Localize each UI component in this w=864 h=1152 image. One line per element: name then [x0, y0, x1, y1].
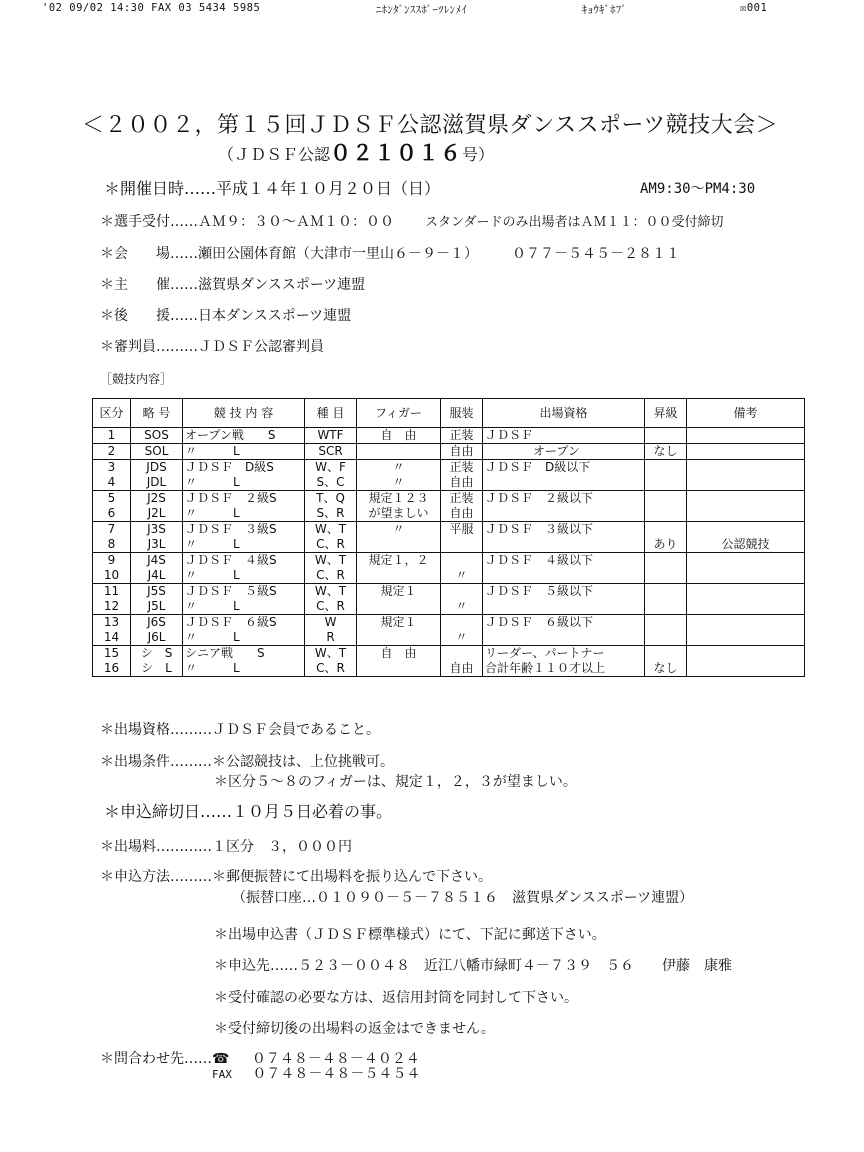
fax-page-icon: ☒: [740, 2, 747, 14]
table-cell: が望ましい: [357, 506, 441, 522]
table-cell: 〃 L: [183, 475, 305, 491]
table-cell: [483, 475, 645, 491]
table-cell: [483, 599, 645, 615]
table-cell: シ L: [131, 661, 183, 677]
support-line: ＊後 援……日本ダンススポーツ連盟: [100, 308, 352, 324]
table-cell: J4L: [131, 568, 183, 584]
contact-line: ＊問合わせ先……☎ ０７４８－４８－４０２４: [100, 1051, 420, 1067]
telephone-icon: ☎: [212, 1051, 230, 1067]
table-cell: C、R: [305, 568, 357, 584]
table-cell: [645, 460, 687, 476]
table-cell: 4: [93, 475, 131, 491]
table-cell: シ S: [131, 646, 183, 662]
table-cell: [645, 615, 687, 631]
column-header: 区分: [93, 399, 131, 428]
table-cell: [441, 584, 483, 600]
fee-line: ＊出場料…………１区分 ３，０００円: [100, 839, 352, 855]
table-cell: J5S: [131, 584, 183, 600]
table-cell: JDL: [131, 475, 183, 491]
table-cell: 自 由: [357, 646, 441, 662]
table-cell: 〃 L: [183, 661, 305, 677]
table-cell: [441, 615, 483, 631]
table-cell: [357, 444, 441, 460]
contact-fax: FAX ０７４８－４８－５４５４: [212, 1066, 421, 1082]
table-cell: 〃: [441, 599, 483, 615]
table-cell: W、T: [305, 646, 357, 662]
return-envelope-note: ＊受付確認の必要な方は、返信用封筒を同封して下さい。: [214, 990, 578, 1006]
table-cell: [441, 537, 483, 553]
table-cell: 〃: [357, 460, 441, 476]
table-cell: C、R: [305, 661, 357, 677]
reception-line: ＊選手受付……ＡＭ９：３０～ＡＭ１０：００: [100, 214, 394, 230]
table-row: [93, 537, 805, 553]
table-cell: [645, 428, 687, 444]
table-cell: [687, 428, 805, 444]
column-header: 略 号: [131, 399, 183, 428]
table-cell: [483, 630, 645, 646]
fax-timestamp: '02 09/02 14:30 FAX 03 5434 5985: [42, 2, 261, 14]
table-cell: [645, 491, 687, 507]
table-cell: [441, 646, 483, 662]
table-cell: 〃: [357, 522, 441, 538]
table-cell: 〃 L: [183, 444, 305, 460]
table-cell: オープン: [483, 444, 645, 460]
organizer-line: ＊主 催……滋賀県ダンススポーツ連盟: [100, 277, 366, 293]
table-cell: オープン戦 S: [183, 428, 305, 444]
fax-dept: ｷｮｳｷﾞﾎﾌﾞ: [582, 4, 627, 16]
table-cell: [645, 630, 687, 646]
event-time: AM9:30～PM4:30: [640, 181, 756, 197]
table-cell: 8: [93, 537, 131, 553]
table-cell: 規定１，２: [357, 553, 441, 569]
column-header: 競 技 内 容: [183, 399, 305, 428]
table-cell: 1: [93, 428, 131, 444]
table-cell: ＪＤＳＦ ３級以下: [483, 522, 645, 538]
venue-phone: ０７７－５４５－２８１１: [512, 246, 680, 262]
table-row: [93, 599, 805, 615]
table-cell: W、T: [305, 522, 357, 538]
table-cell: 自由: [441, 444, 483, 460]
table-row: [93, 615, 805, 631]
table-cell: J3L: [131, 537, 183, 553]
table-row: [93, 444, 805, 460]
table-cell: 規定１２３: [357, 491, 441, 507]
table-cell: なし: [645, 661, 687, 677]
table-cell: 11: [93, 584, 131, 600]
table-cell: 〃: [441, 568, 483, 584]
table-cell: [687, 553, 805, 569]
table-cell: [645, 584, 687, 600]
reception-note: スタンダードのみ出場者はＡＭ１１：００受付締切: [425, 215, 724, 230]
table-row: [93, 522, 805, 538]
table-cell: [687, 630, 805, 646]
table-row: [93, 491, 805, 507]
table-cell: [687, 646, 805, 662]
deadline-line: ＊申込締切日……１０月５日必着の事。: [104, 802, 393, 821]
column-header: 備考: [687, 399, 805, 428]
table-cell: 7: [93, 522, 131, 538]
table-cell: J4S: [131, 553, 183, 569]
table-cell: [357, 568, 441, 584]
table-cell: [357, 599, 441, 615]
table-cell: なし: [645, 444, 687, 460]
table-cell: [645, 568, 687, 584]
table-cell: シニア戦 S: [183, 646, 305, 662]
table-cell: 正装: [441, 491, 483, 507]
refund-note: ＊受付締切後の出場料の返金はできません。: [214, 1021, 495, 1037]
table-cell: [687, 522, 805, 538]
table-row: [93, 661, 805, 677]
table-cell: 正装: [441, 460, 483, 476]
table-cell: 自由: [441, 661, 483, 677]
document-title: ＜２００２，第１５回ＪＤＳＦ公認滋賀県ダンススポーツ競技大会＞: [82, 113, 779, 138]
table-cell: J2L: [131, 506, 183, 522]
table-cell: 自由: [441, 506, 483, 522]
table-cell: J6L: [131, 630, 183, 646]
table-cell: [687, 615, 805, 631]
table-cell: ＪＤＳＦ ５級S: [183, 584, 305, 600]
table-cell: 12: [93, 599, 131, 615]
table-cell: W、F: [305, 460, 357, 476]
table-cell: ＪＤＳＦ ５級以下: [483, 584, 645, 600]
table-cell: W、T: [305, 553, 357, 569]
table-cell: JDS: [131, 460, 183, 476]
table-cell: 〃: [357, 475, 441, 491]
table-cell: [687, 491, 805, 507]
table-cell: ＪＤＳＦ ２級S: [183, 491, 305, 507]
table-row: [93, 553, 805, 569]
table-header-row: [93, 399, 805, 428]
table-cell: [483, 537, 645, 553]
column-header: 出場資格: [483, 399, 645, 428]
table-cell: WTF: [305, 428, 357, 444]
table-cell: C、R: [305, 599, 357, 615]
table-cell: 〃 L: [183, 506, 305, 522]
table-cell: ＪＤＳＦ ４級S: [183, 553, 305, 569]
venue-line: ＊会 場……瀬田公園体育館（大津市一里山６－９－１）: [100, 246, 478, 262]
application-address: ＊申込先……５２３－００４８ 近江八幡市緑町４－７３９ ５６ 伊藤 康雅: [214, 958, 732, 974]
table-cell: [645, 646, 687, 662]
table-cell: 自 由: [357, 428, 441, 444]
table-cell: W、T: [305, 584, 357, 600]
table-cell: [645, 522, 687, 538]
table-cell: [483, 506, 645, 522]
column-header: フィガー: [357, 399, 441, 428]
table-row: [93, 584, 805, 600]
table-cell: 規定１: [357, 615, 441, 631]
table-cell: J2S: [131, 491, 183, 507]
table-cell: R: [305, 630, 357, 646]
table-cell: ＪＤＳＦ ６級以下: [483, 615, 645, 631]
table-cell: S、R: [305, 506, 357, 522]
conditions-line: ＊出場条件………＊公認競技は、上位挑戦可。: [100, 754, 394, 770]
table-cell: 6: [93, 506, 131, 522]
table-cell: 13: [93, 615, 131, 631]
table-cell: ＪＤＳＦ ３級S: [183, 522, 305, 538]
event-date: ＊開催日時……平成１４年１０月２０日（日）: [104, 179, 441, 198]
table-cell: 〃 L: [183, 630, 305, 646]
table-cell: 5: [93, 491, 131, 507]
table-cell: C、R: [305, 537, 357, 553]
column-header: 服装: [441, 399, 483, 428]
table-cell: 14: [93, 630, 131, 646]
table-cell: [687, 444, 805, 460]
table-cell: [687, 506, 805, 522]
table-cell: 自由: [441, 475, 483, 491]
table-cell: 〃 L: [183, 599, 305, 615]
table-cell: リーダー、パートナー: [483, 646, 645, 662]
table-cell: [357, 630, 441, 646]
table-cell: 2: [93, 444, 131, 460]
table-cell: W: [305, 615, 357, 631]
document-subtitle: （ＪＤＳＦ公認０２１０１６号）: [218, 141, 495, 165]
competition-table: [92, 398, 805, 677]
column-header: 種 目: [305, 399, 357, 428]
table-row: [93, 568, 805, 584]
table-cell: [357, 661, 441, 677]
table-row: [93, 475, 805, 491]
table-cell: ＪＤＳＦ D級S: [183, 460, 305, 476]
fax-page: ☒001: [740, 2, 768, 14]
table-cell: 平服: [441, 522, 483, 538]
table-cell: [645, 599, 687, 615]
table-cell: [687, 599, 805, 615]
table-cell: SOS: [131, 428, 183, 444]
table-cell: [357, 537, 441, 553]
table-cell: ＪＤＳＦ ２級以下: [483, 491, 645, 507]
table-cell: SOL: [131, 444, 183, 460]
table-cell: [687, 568, 805, 584]
table-cell: [687, 460, 805, 476]
table-cell: 〃 L: [183, 537, 305, 553]
table-cell: ＪＤＳＦ ４級以下: [483, 553, 645, 569]
table-cell: [687, 475, 805, 491]
table-cell: [687, 584, 805, 600]
table-cell: T、Q: [305, 491, 357, 507]
section-label: ［競技内容］: [100, 372, 173, 386]
transfer-account: （振替口座…０１０９０－５－７８５１６ 滋賀県ダンススポーツ連盟）: [232, 890, 694, 906]
table-row: [93, 506, 805, 522]
table-cell: 〃 L: [183, 568, 305, 584]
judge-line: ＊審判員………ＪＤＳＦ公認審判員: [100, 339, 324, 355]
fax-sender: ﾆﾎﾝﾀﾞﾝｽｽﾎﾟｰﾂﾚﾝﾒｲ: [376, 4, 467, 16]
conditions-line-2: ＊区分５～８のフィガーは、規定１，２，３が望ましい。: [214, 774, 577, 790]
column-header: 昇級: [645, 399, 687, 428]
method-line: ＊申込方法………＊郵便振替にて出場料を振り込んで下さい。: [100, 869, 492, 885]
table-cell: 15: [93, 646, 131, 662]
table-cell: 規定１: [357, 584, 441, 600]
table-cell: 合計年齢１１０才以上: [483, 661, 645, 677]
table-cell: [645, 506, 687, 522]
table-cell: ＪＤＳＦ D級以下: [483, 460, 645, 476]
table-cell: [687, 661, 805, 677]
table-cell: S、C: [305, 475, 357, 491]
table-row: [93, 460, 805, 476]
table-cell: J5L: [131, 599, 183, 615]
table-cell: 9: [93, 553, 131, 569]
table-cell: [483, 568, 645, 584]
application-form-note: ＊出場申込書（ＪＤＳＦ標準様式）にて、下記に郵送下さい。: [214, 927, 606, 943]
table-cell: J3S: [131, 522, 183, 538]
table-cell: ＪＤＳＦ: [483, 428, 645, 444]
table-cell: [645, 553, 687, 569]
table-cell: J6S: [131, 615, 183, 631]
table-cell: ＪＤＳＦ ６級S: [183, 615, 305, 631]
table-cell: 公認競技: [687, 537, 805, 553]
table-cell: SCR: [305, 444, 357, 460]
table-cell: 正装: [441, 428, 483, 444]
table-cell: 16: [93, 661, 131, 677]
table-cell: [441, 553, 483, 569]
table-row: [93, 428, 805, 444]
table-row: [93, 630, 805, 646]
table-cell: 〃: [441, 630, 483, 646]
table-cell: あり: [645, 537, 687, 553]
eligibility-line: ＊出場資格………ＪＤＳＦ会員であること。: [100, 722, 380, 738]
table-cell: [645, 475, 687, 491]
table-row: [93, 646, 805, 662]
table-cell: 10: [93, 568, 131, 584]
table-cell: 3: [93, 460, 131, 476]
